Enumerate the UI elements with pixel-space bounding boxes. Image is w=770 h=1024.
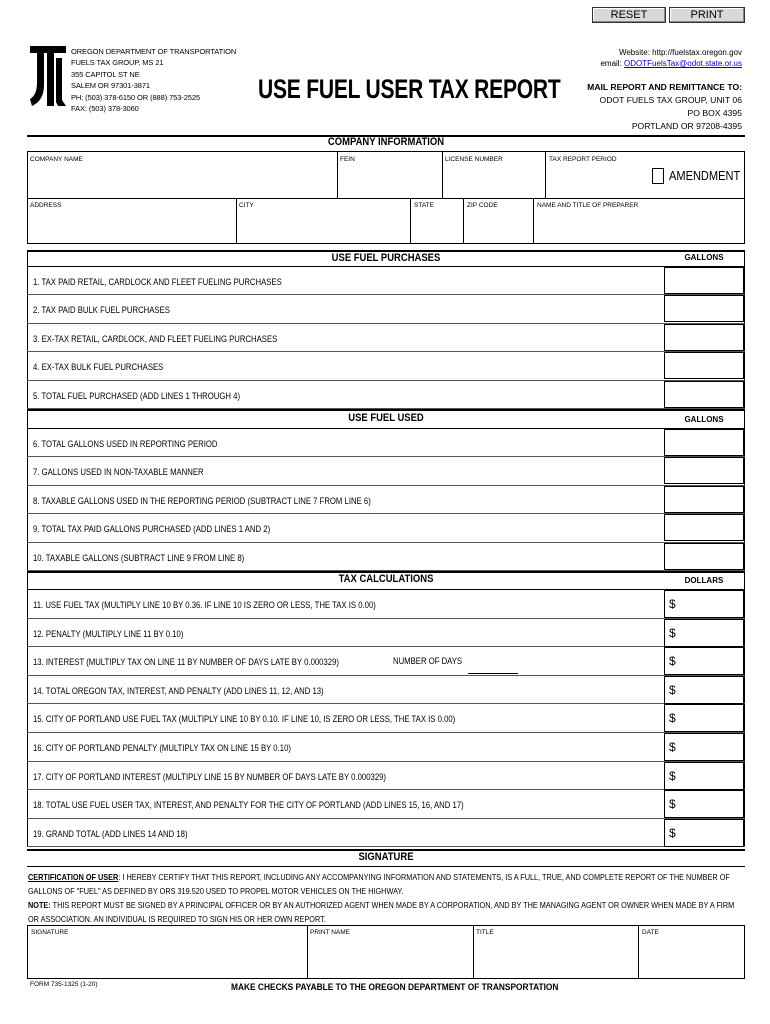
purchase-line-1-amount-field[interactable] xyxy=(664,267,744,294)
city-field[interactable] xyxy=(239,212,408,242)
checks-payable-note: MAKE CHECKS PAYABLE TO THE OREGON DEPARTMENT OF TRANSPORTATION xyxy=(231,982,559,993)
company-info-heading: COMPANY INFORMATION xyxy=(327,136,445,148)
certification-text: CERTIFICATION OF USER: I HEREBY CERTIFY THAT THIS REPORT, INCLUDING ANY ACCOMPANYING INFORMATION AND STATEMENTS, IS A FULL, TRUE, AND COMPLETE REPORT OF THE NUMBER OF GALLONS OF "FUEL" AS DEFINED BY ORS 319.520 USED TO PROPEL MOTOR VEHICLES ON THE HIGHWAY. NOTE: THIS REPORT MUST BE SIGNED BY A PRINCIPAL OFFICER OR BY AN AUTHORIZED AGENT WHEN MADE BY A CORPORATION, AND BY THE MANAGING AGENT OR OWNER WHEN MADE BY A FIRM OR ASSOCIATION. AN INDIVIDUAL IS REQUIRED TO SIGN HIS OR HER OWN REPORT. xyxy=(28,872,735,924)
purchase-line-4-amount-field[interactable] xyxy=(664,352,744,379)
tax-line-9-label: 19. GRAND TOTAL (ADD LINES 14 AND 18) xyxy=(33,828,188,839)
amendment-checkbox[interactable] xyxy=(652,168,664,184)
tax-report-period-label: TAX REPORT PERIOD xyxy=(549,156,617,163)
purchase-line-5-amount-field[interactable] xyxy=(664,381,744,408)
address-field[interactable] xyxy=(30,212,234,242)
license-number-label: LICENSE NUMBER xyxy=(445,156,503,163)
tax-line-8-label: 18. TOTAL USE FUEL USER TAX, INTEREST, AND PENALTY FOR THE CITY OF PORTLAND (ADD LINES 15, 16, AND 17) xyxy=(33,800,464,811)
company-name-field[interactable] xyxy=(30,165,335,195)
amendment-label: AMENDMENT xyxy=(669,168,741,183)
tax-line-7-label: 17. CITY OF PORTLAND INTEREST (MULTIPLY LINE 15 BY NUMBER OF DAYS LATE BY 0.000329) xyxy=(33,771,387,782)
fein-label: FEIN xyxy=(340,156,355,163)
state-label: STATE xyxy=(414,202,434,209)
license-number-field[interactable] xyxy=(445,165,543,195)
tax-line-2-amount-field[interactable] xyxy=(664,619,744,647)
contact-info: Website: http://fuelstax.oregon.gov email: ODOTFuelsTax@odot.state.or.us xyxy=(600,48,742,68)
tax-line-6-amount-field[interactable] xyxy=(664,733,744,761)
signature-label: SIGNATURE xyxy=(31,929,69,936)
tax-line-8-dollar-sign: $ xyxy=(669,797,676,811)
tax-line-1-amount-field[interactable] xyxy=(664,590,744,618)
purchase-line-3-amount-field[interactable] xyxy=(664,324,744,351)
tax-line-4-amount-field[interactable] xyxy=(664,676,744,704)
tax-line-2-label: 12. PENALTY (MULTIPLY LINE 11 BY 0.10) xyxy=(33,628,184,639)
purchase-line-5-label: 5. TOTAL FUEL PURCHASED (ADD LINES 1 THROUGH 4) xyxy=(33,390,241,401)
company-name-label: COMPANY NAME xyxy=(30,156,83,163)
print-name-field[interactable] xyxy=(310,939,470,975)
tax-line-4-label: 14. TOTAL OREGON TAX, INTEREST, AND PENALTY (ADD LINES 11, 12, AND 13) xyxy=(33,685,324,696)
tax-report-period-field[interactable] xyxy=(549,165,644,195)
tax-line-1-label: 11. USE FUEL TAX (MULTIPLY LINE 10 BY 0.36. IF LINE 10 IS ZERO OR LESS, THE TAX IS 0.00) xyxy=(33,600,376,610)
used-unit-label: GALLONS xyxy=(684,415,724,424)
purchases-unit-label: GALLONS xyxy=(684,253,724,262)
used-line-2-amount-field[interactable] xyxy=(664,457,744,484)
print-button[interactable]: PRINT xyxy=(669,7,745,23)
odot-logo-icon xyxy=(28,44,68,108)
used-line-2-label: 7. GALLONS USED IN NON-TAXABLE MANNER xyxy=(33,467,204,478)
tax-line-3-amount-field[interactable] xyxy=(664,647,744,675)
agency-address: OREGON DEPARTMENT OF TRANSPORTATION FUELS TAX GROUP, MS 21 355 CAPITOL ST NE SALEM OR 97301-3871 PH: (503) 378-6150 OR (888) 753-2525 FAX: (503) 378-3060 xyxy=(71,47,237,114)
tax-line-5-dollar-sign: $ xyxy=(669,711,676,725)
tax-line-2-dollar-sign: $ xyxy=(669,626,676,640)
tax-line-8-amount-field[interactable] xyxy=(664,790,744,818)
tax-line-6-label: 16. CITY OF PORTLAND PENALTY (MULTIPLY TAX ON LINE 15 BY 0.10) xyxy=(33,743,291,753)
preparer-field[interactable] xyxy=(537,212,742,242)
tax-line-9-amount-field[interactable] xyxy=(664,819,744,847)
state-field[interactable] xyxy=(414,212,461,242)
zip-code-label: ZIP CODE xyxy=(467,202,498,209)
tax-line-3-label: 13. INTEREST (MULTIPLY TAX ON LINE 11 BY NUMBER OF DAYS LATE BY 0.000329) xyxy=(33,657,339,668)
title-label: TITLE xyxy=(476,929,494,936)
tax-line-9-dollar-sign: $ xyxy=(669,826,676,840)
date-field[interactable] xyxy=(642,939,742,975)
tax-line-5-amount-field[interactable] xyxy=(664,704,744,732)
tax-line-4-dollar-sign: $ xyxy=(669,683,676,697)
print-name-label: PRINT NAME xyxy=(310,929,350,936)
fein-field[interactable] xyxy=(340,165,440,195)
form-number: FORM 735-1325 (1-20) xyxy=(30,981,98,988)
tax-line-3-dollar-sign: $ xyxy=(669,654,676,668)
purchase-line-1-label: 1. TAX PAID RETAIL, CARDLOCK AND FLEET FUELING PURCHASES xyxy=(33,277,282,287)
city-label: CITY xyxy=(239,202,254,209)
address-label: ADDRESS xyxy=(30,202,62,209)
number-of-days-label: NUMBER OF DAYS xyxy=(393,656,463,666)
signature-field[interactable] xyxy=(31,939,303,975)
zip-code-field[interactable] xyxy=(467,212,531,242)
mail-address: MAIL REPORT AND REMITTANCE TO: ODOT FUELS TAX GROUP, UNIT 06 PO BOX 4395 PORTLAND OR 97208-4395 xyxy=(587,82,742,131)
email-link[interactable]: ODOTFuelsTax@odot.state.or.us xyxy=(624,59,742,68)
purchase-line-4-label: 4. EX-TAX BULK FUEL PURCHASES xyxy=(33,362,164,373)
website-link[interactable]: http://fuelstax.oregon.gov xyxy=(652,48,742,57)
number-of-days-field[interactable] xyxy=(468,664,518,674)
used-line-1-amount-field[interactable] xyxy=(664,429,744,456)
tax-line-1-dollar-sign: $ xyxy=(669,597,676,611)
used-line-4-label: 9. TOTAL TAX PAID GALLONS PURCHASED (ADD LINES 1 AND 2) xyxy=(33,524,271,535)
used-line-5-amount-field[interactable] xyxy=(664,543,744,570)
purchase-line-2-label: 2. TAX PAID BULK FUEL PURCHASES xyxy=(33,305,170,316)
tax-line-6-dollar-sign: $ xyxy=(669,740,676,754)
preparer-label: NAME AND TITLE OF PREPARER xyxy=(537,202,639,209)
used-line-1-label: 6. TOTAL GALLONS USED IN REPORTING PERIOD xyxy=(33,439,218,449)
title-field[interactable] xyxy=(476,939,635,975)
purchase-line-3-label: 3. EX-TAX RETAIL, CARDLOCK, AND FLEET FUELING PURCHASES xyxy=(33,333,278,344)
used-line-3-label: 8. TAXABLE GALLONS USED IN THE REPORTING PERIOD (SUBTRACT LINE 7 FROM LINE 6) xyxy=(33,495,371,506)
tax-heading: TAX CALCULATIONS xyxy=(338,573,434,585)
purchases-heading: USE FUEL PURCHASES xyxy=(331,252,441,264)
tax-line-7-amount-field[interactable] xyxy=(664,762,744,790)
reset-button[interactable]: RESET xyxy=(592,7,666,23)
tax-unit-label: DOLLARS xyxy=(684,576,724,585)
date-label: DATE xyxy=(642,929,659,936)
used-line-3-amount-field[interactable] xyxy=(664,486,744,513)
used-line-5-label: 10. TAXABLE GALLONS (SUBTRACT LINE 9 FROM LINE 8) xyxy=(33,552,245,563)
tax-line-5-label: 15. CITY OF PORTLAND USE FUEL TAX (MULTIPLY LINE 10 BY 0.10. IF LINE 10, IS ZERO OR LESS, THE TAX IS 0.00) xyxy=(33,714,456,725)
tax-line-7-dollar-sign: $ xyxy=(669,769,676,783)
signature-heading: SIGNATURE xyxy=(358,851,414,863)
used-line-4-amount-field[interactable] xyxy=(664,514,744,541)
used-heading: USE FUEL USED xyxy=(348,412,424,424)
purchase-line-2-amount-field[interactable] xyxy=(664,295,744,322)
form-title: USE FUEL USER TAX REPORT xyxy=(258,74,561,104)
